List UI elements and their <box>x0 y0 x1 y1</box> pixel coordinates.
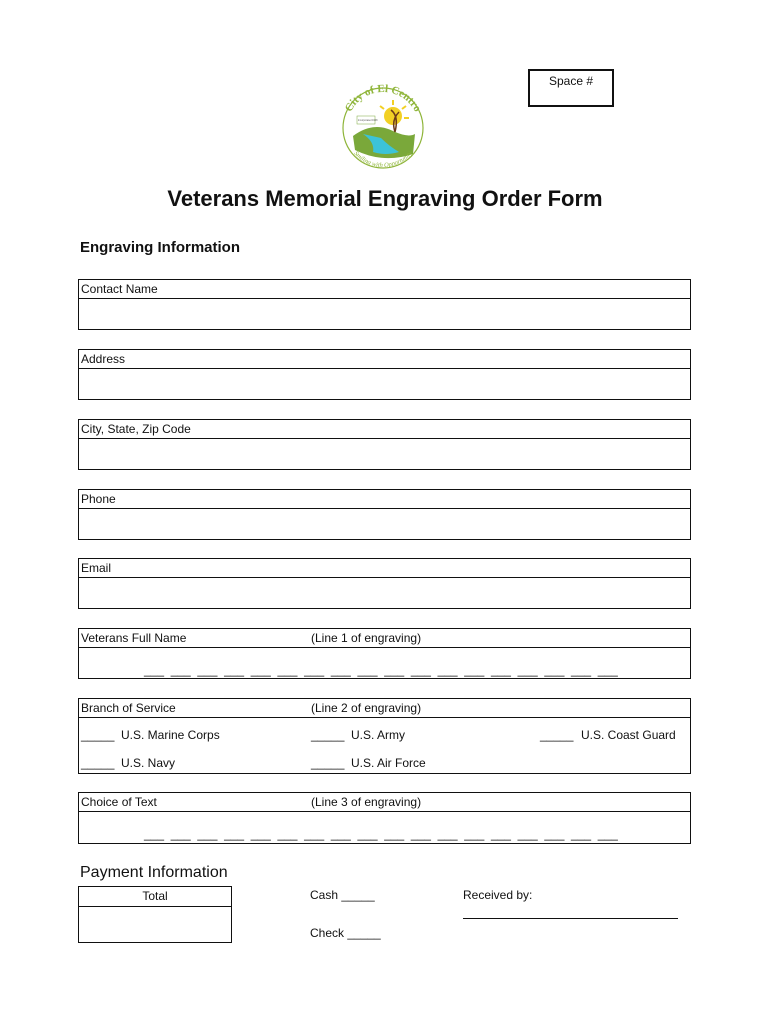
choice-of-text-field[interactable] <box>78 792 691 844</box>
army-blank[interactable]: _____ <box>311 728 345 742</box>
phone-label: Phone <box>79 490 690 509</box>
line-3-note: (Line 3 of engraving) <box>311 795 422 809</box>
sun-icon <box>384 107 402 125</box>
address-field[interactable] <box>78 349 691 400</box>
email-label: Email <box>79 559 690 578</box>
cash-field[interactable]: Cash _____ <box>310 888 375 902</box>
coast-guard-option[interactable]: U.S. Coast Guard <box>581 728 676 742</box>
veterans-name-input[interactable] <box>79 648 690 678</box>
navy-blank[interactable]: _____ <box>81 756 115 770</box>
logo-slogan: Smiling with Opportunity <box>352 150 414 170</box>
engraving-section-title: Engraving Information <box>80 239 241 256</box>
total-box[interactable] <box>78 886 232 943</box>
line-1-blanks: ___ ___ ___ ___ ___ ___ ___ ___ ___ ___ ___ ___ ___ ___ ___ ___ ___ ___ <box>144 663 618 677</box>
email-input[interactable] <box>79 578 690 608</box>
total-label: Total <box>79 887 231 907</box>
air-force-blank[interactable]: _____ <box>311 756 345 770</box>
choice-of-text-input[interactable] <box>79 812 690 842</box>
page-title: Veterans Memorial Engraving Order Form <box>167 186 603 211</box>
logo-city-name: City of El Centro <box>342 82 424 114</box>
city-state-zip-field[interactable] <box>78 419 691 470</box>
branch-of-service-field <box>78 698 691 774</box>
branch-label: Branch of Service <box>81 701 176 715</box>
veterans-name-field[interactable] <box>78 628 691 679</box>
address-label: Address <box>79 350 690 369</box>
contact-name-label: Contact Name <box>79 280 690 299</box>
space-number-label: Space # <box>548 74 594 88</box>
air-force-option[interactable]: U.S. Air Force <box>351 756 426 770</box>
choice-label: Choice of Text <box>81 795 157 809</box>
marine-corps-option[interactable]: U.S. Marine Corps <box>121 728 220 742</box>
city-logo <box>333 76 433 176</box>
marine-corps-blank[interactable]: _____ <box>81 728 115 742</box>
contact-name-field[interactable] <box>78 279 691 330</box>
phone-field[interactable] <box>78 489 691 540</box>
space-number-box[interactable] <box>528 69 614 107</box>
svg-text:City of El Centro <box>343 83 424 114</box>
received-by-line[interactable] <box>463 918 678 919</box>
line-1-note: (Line 1 of engraving) <box>311 631 422 645</box>
email-field[interactable] <box>78 558 691 609</box>
received-by-label: Received by: <box>463 888 533 902</box>
navy-option[interactable]: U.S. Navy <box>121 756 176 770</box>
payment-section-title: Payment Information <box>80 864 228 881</box>
logo-incorporated: Incorporated 1908 <box>358 119 378 122</box>
veterans-name-label: Veterans Full Name <box>81 631 187 645</box>
army-option[interactable]: U.S. Army <box>351 728 406 742</box>
check-field[interactable]: Check _____ <box>310 926 381 940</box>
city-state-zip-label: City, State, Zip Code <box>79 420 690 439</box>
phone-input[interactable] <box>79 509 690 539</box>
line-3-blanks: ___ ___ ___ ___ ___ ___ ___ ___ ___ ___ ___ ___ ___ ___ ___ ___ ___ ___ <box>144 827 618 841</box>
address-input[interactable] <box>79 369 690 399</box>
line-2-note: (Line 2 of engraving) <box>311 701 422 715</box>
coast-guard-blank[interactable]: _____ <box>540 728 574 742</box>
contact-name-input[interactable] <box>79 299 690 329</box>
city-state-zip-input[interactable] <box>79 439 690 469</box>
